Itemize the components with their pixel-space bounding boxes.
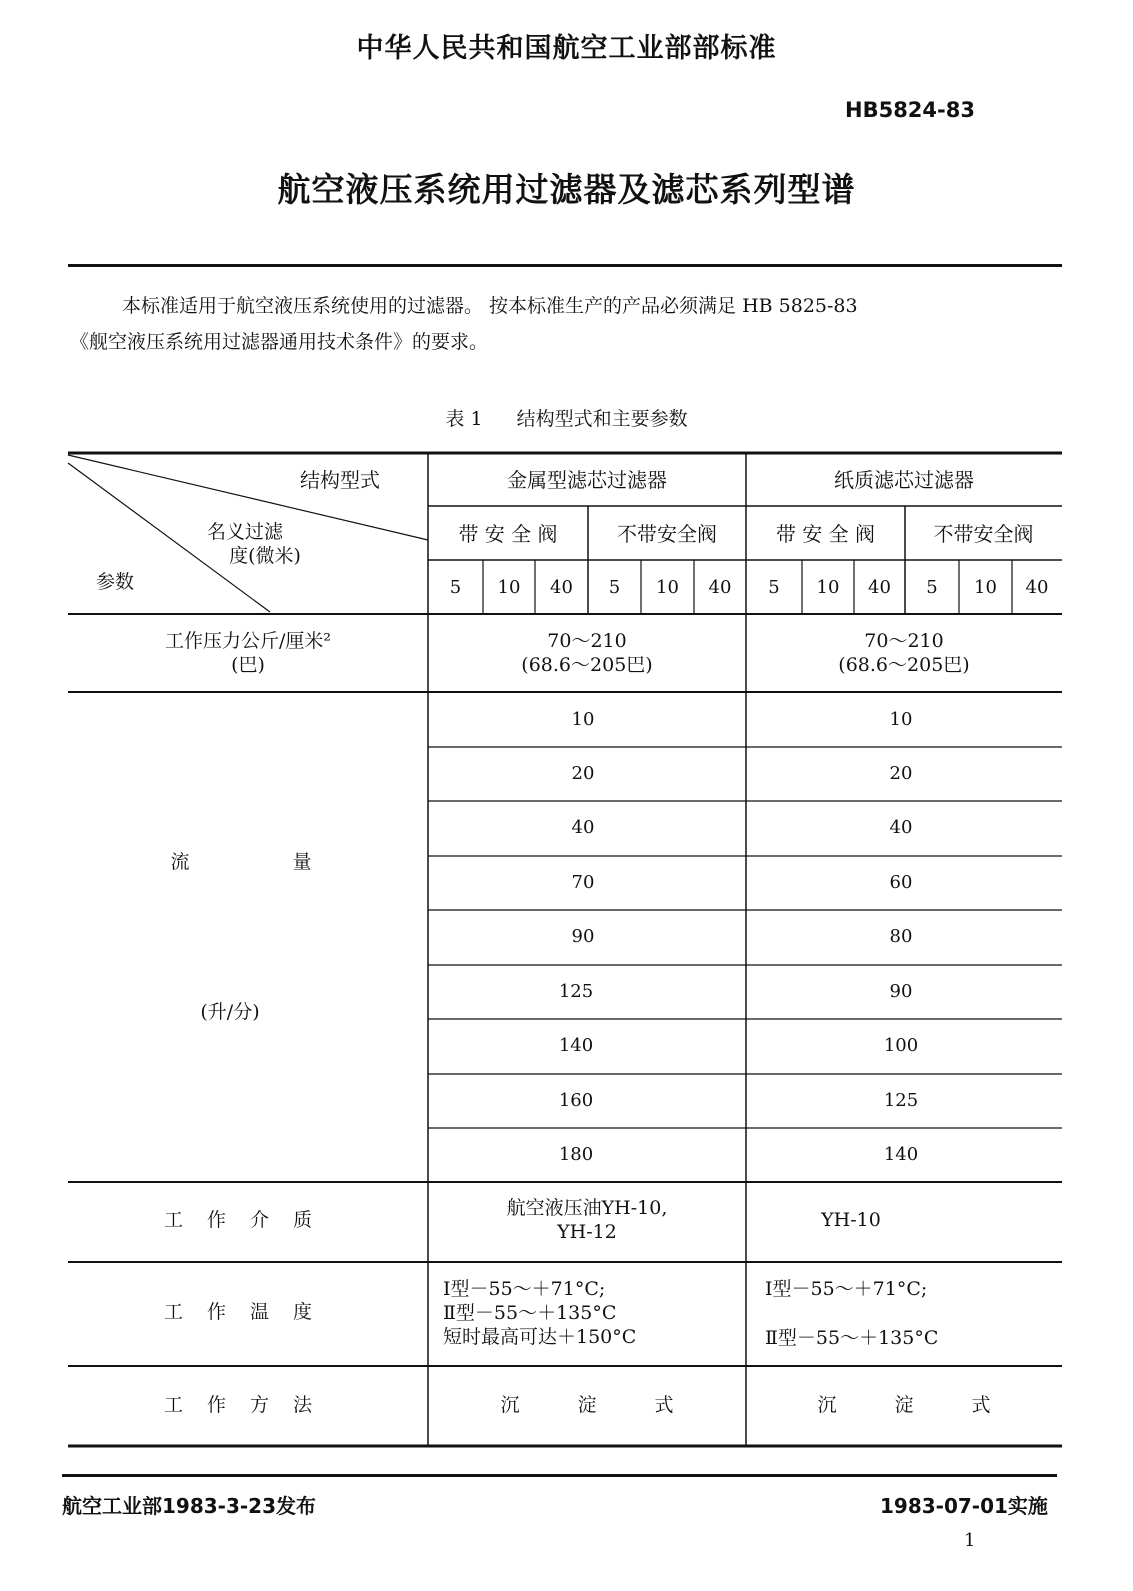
flow-paper-cell: 20: [889, 763, 913, 784]
rating-cell: 5: [768, 577, 780, 598]
corner-structure-label: 结构型式: [300, 468, 380, 492]
page-number: 1: [964, 1530, 976, 1551]
intro-line-2: 《舰空液压系统用过滤器通用技术条件》的要求。: [70, 331, 489, 353]
flow-paper-cell: 125: [883, 1090, 919, 1111]
rating-cell: 10: [816, 577, 840, 598]
flow-metal-cell: 180: [558, 1144, 594, 1165]
temperature-paper-1: Ⅰ型－55～＋71°C;: [765, 1278, 928, 1300]
flow-paper-cell: 140: [883, 1144, 919, 1165]
medium-label: 工 作 介 质: [163, 1209, 313, 1231]
rating-cell: 5: [926, 577, 938, 598]
group-header-metal: 金属型滤芯过滤器: [507, 468, 667, 492]
flow-paper-cell: 100: [883, 1035, 919, 1056]
method-metal: 沉 淀 式: [500, 1394, 674, 1416]
flow-metal-cell: 140: [558, 1035, 594, 1056]
rating-cell: 10: [656, 577, 679, 598]
flow-paper-cell: 90: [889, 981, 913, 1002]
pressure-paper-2: (68.6～205巴): [838, 654, 970, 676]
rating-cell: 40: [868, 577, 891, 598]
medium-paper: YH-10: [821, 1209, 881, 1231]
intro-line-1: 本标准适用于航空液压系统使用的过滤器。 按本标准生产的产品必须满足 HB 5825-83: [122, 295, 858, 317]
corner-rating-label-1: 名义过滤: [206, 521, 283, 543]
pressure-label-1: 工作压力公斤/厘米²: [164, 630, 332, 652]
pressure-metal-2: (68.6～205巴): [521, 654, 653, 676]
flow-metal-cell: 70: [571, 872, 595, 893]
subgroup-metal-without-valve: 不带安全阀: [617, 522, 717, 546]
rating-cell: 5: [449, 577, 462, 598]
table-number: 表 1: [445, 408, 483, 430]
standard-code: HB5824-83: [845, 98, 975, 122]
effective-date: 1983-07-01实施: [880, 1494, 1048, 1518]
pressure-metal-1: 70～210: [547, 630, 627, 652]
flow-metal-cell: 90: [571, 926, 595, 947]
subgroup-paper-without-valve: 不带安全阀: [933, 522, 1034, 546]
flow-metal-cell: 125: [558, 981, 594, 1002]
corner-rating-label-2: 度(微米): [229, 545, 301, 567]
pressure-paper-1: 70～210: [864, 630, 944, 652]
flow-paper-cell: 80: [889, 926, 913, 947]
flow-metal-cell: 20: [571, 763, 595, 784]
rating-cell: 40: [1025, 577, 1049, 598]
issuing-organization: 中华人民共和国航空工业部部标准: [356, 33, 777, 64]
flow-paper-cell: 10: [889, 709, 913, 730]
flow-paper-cell: 60: [889, 872, 913, 893]
subgroup-paper-with-valve: 带 安 全 阀: [775, 522, 876, 546]
medium-metal-2: YH-12: [557, 1221, 617, 1243]
flow-paper-cell: 40: [889, 817, 913, 838]
publish-date: 航空工业部1983-3-23发布: [62, 1494, 317, 1518]
temperature-metal-2: Ⅱ型－55～＋135°C: [443, 1302, 617, 1324]
temperature-metal-3: 短时最高可达＋150°C: [443, 1326, 637, 1348]
flow-metal-cell: 40: [571, 817, 595, 838]
document-title: 航空液压系统用过滤器及滤芯系列型谱: [277, 170, 856, 209]
rating-cell: 10: [974, 577, 997, 598]
flow-metal-cell: 10: [571, 709, 595, 730]
subgroup-metal-with-valve: 带 安 全 阀: [458, 522, 558, 546]
rating-cell: 10: [497, 577, 521, 598]
group-header-paper: 纸质滤芯过滤器: [834, 468, 974, 492]
rating-cell: 40: [550, 577, 573, 598]
rating-cell: 40: [708, 577, 732, 598]
flow-metal-cell: 160: [558, 1090, 594, 1111]
flow-label-b: 量: [292, 851, 312, 873]
flow-label-a: 流: [170, 851, 190, 873]
footer-rule: [62, 1474, 1057, 1477]
temperature-label: 工 作 温 度: [163, 1301, 313, 1323]
temperature-paper-2: Ⅱ型－55～＋135°C: [765, 1327, 939, 1349]
method-paper: 沉 淀 式: [817, 1394, 991, 1416]
flow-unit-label: (升/分): [200, 1001, 260, 1023]
medium-metal-1: 航空液压油YH-10,: [506, 1197, 668, 1219]
table-caption-text: 结构型式和主要参数: [516, 408, 688, 430]
temperature-metal-1: Ⅰ型－55～＋71°C;: [443, 1278, 606, 1300]
corner-param-label: 参数: [95, 571, 134, 593]
rating-cell: 5: [608, 577, 621, 598]
pressure-label-2: (巴): [231, 654, 265, 676]
method-label: 工 作 方 法: [163, 1394, 313, 1416]
